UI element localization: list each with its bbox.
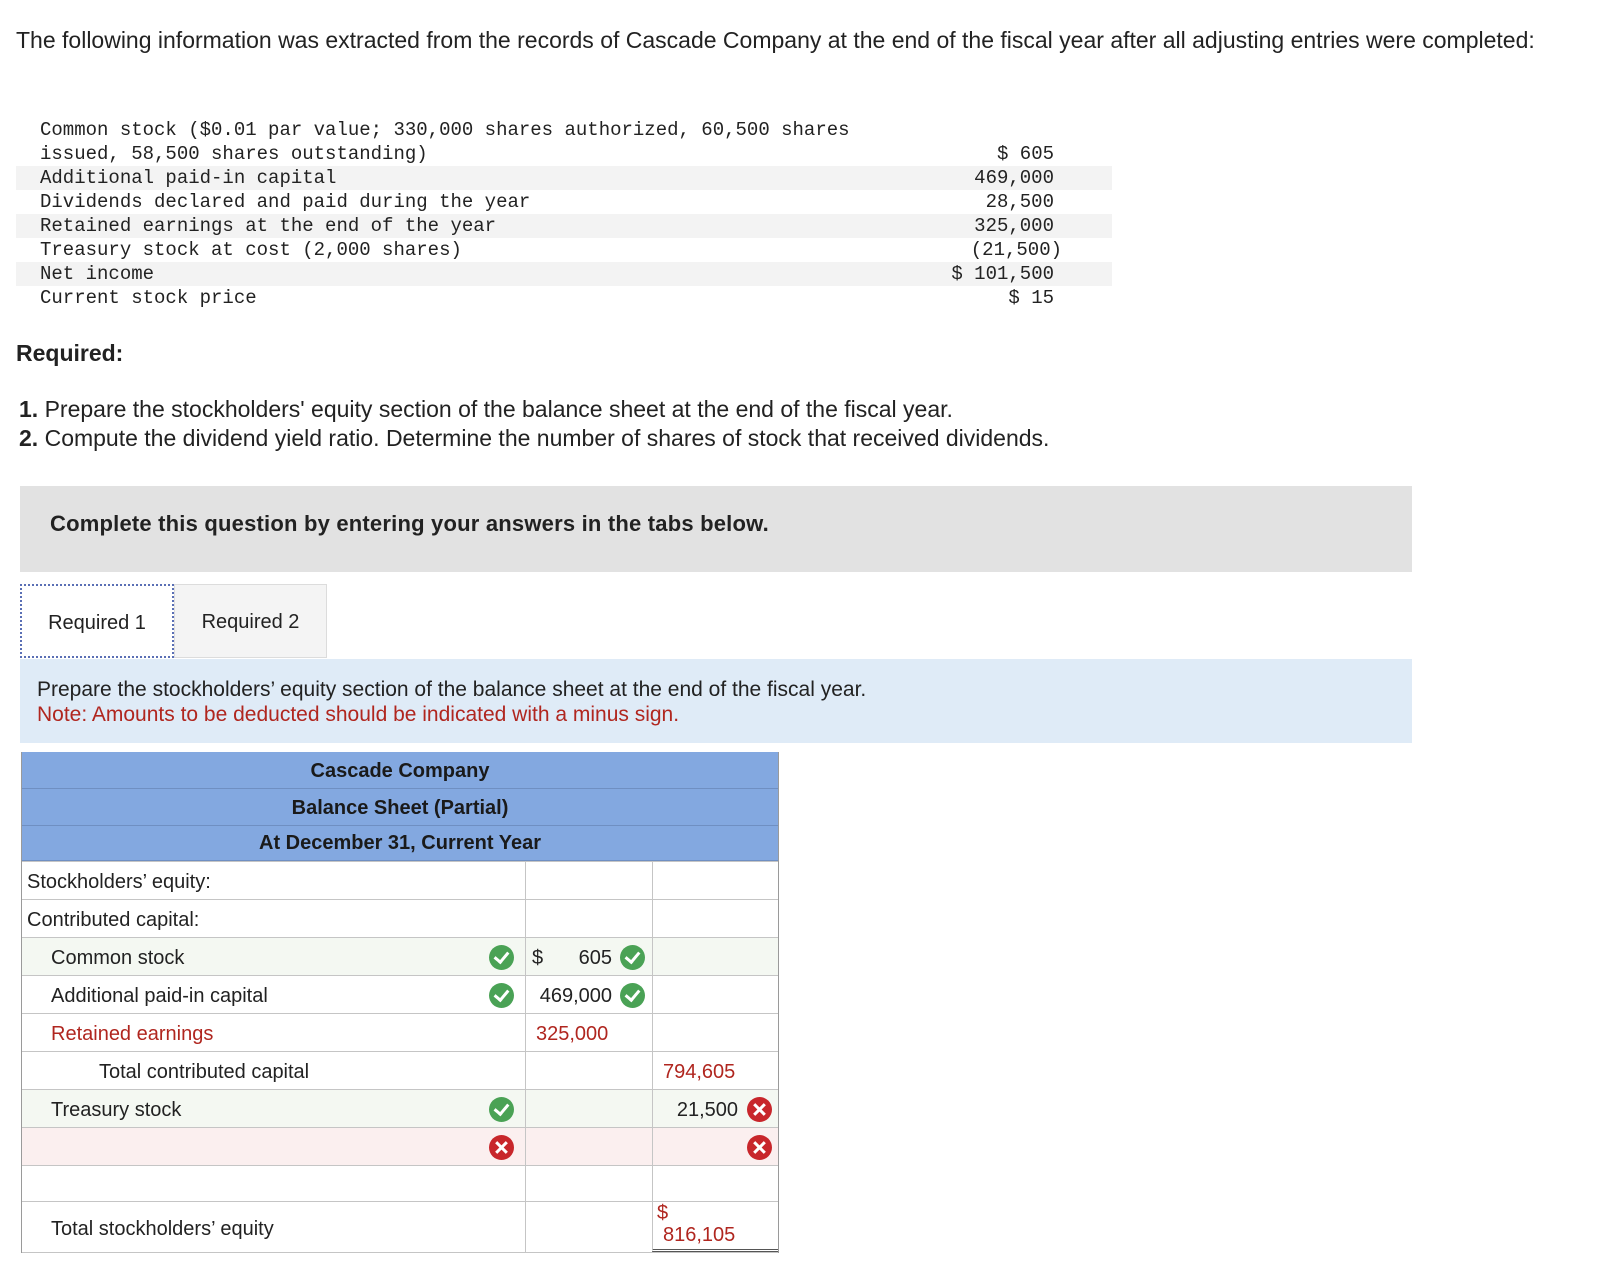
info-row-7: Current stock price $ 15 (40, 287, 1054, 309)
incorrect-x-icon (747, 1097, 772, 1122)
bs-row-stockholders-equity: Stockholders’ equity: (21, 861, 779, 899)
info-row-5: Treasury stock at cost (2,000 shares) (21,500) (40, 239, 1062, 261)
apic-amount-input[interactable]: 469,000 (539, 985, 612, 1007)
info-row-6: Net income $ 101,500 (16, 262, 1112, 286)
treasury-amount-input[interactable]: 21,500 (676, 1099, 738, 1121)
correct-check-icon (489, 945, 514, 970)
incorrect-x-icon (489, 1135, 514, 1160)
info-row-4: Retained earnings at the end of the year 325,000 (16, 214, 1112, 238)
bs-row-empty (21, 1165, 779, 1201)
required-item-1: 1. Prepare the stockholders' equity section of the balance sheet at the end of the fiscal year. (19, 396, 953, 422)
bs-date-header: At December 31, Current Year (21, 826, 779, 861)
intro-text: The following information was extracted from the records of Cascade Company at the end of the fiscal year after all adjusting entries were completed: (16, 27, 1535, 53)
bs-row-apic (21, 975, 779, 1013)
common-stock-amount-input[interactable]: 605 (578, 947, 612, 969)
retained-earnings-amount-input[interactable]: 325,000 (536, 1023, 609, 1045)
required-heading: Required: (16, 340, 124, 366)
bs-row-total-contributed: Total contributed capital 794,605 (21, 1051, 779, 1089)
info-row-3: Dividends declared and paid during the year 28,500 (40, 191, 1054, 213)
stock-price-value: $ 15 (1008, 287, 1054, 309)
total-equity-amount-input[interactable]: 816,105 (663, 1224, 736, 1246)
correct-check-icon (489, 1097, 514, 1122)
note-text: Note: Amounts to be deducted should be indicated with a minus sign. (37, 703, 680, 726)
common-stock-value: $ 605 (996, 143, 1054, 165)
dividends-value: 28,500 (985, 191, 1054, 213)
retained-earnings-select[interactable]: Retained earnings (51, 1023, 214, 1045)
common-stock-select[interactable]: Common stock (51, 947, 185, 969)
instructions-banner: Complete this question by entering your answers in the tabs below. (20, 486, 1412, 572)
bs-row-common-stock: Common stock $ 605 (21, 937, 779, 975)
treasury-stock-select[interactable]: Treasury stock (51, 1099, 182, 1121)
bs-row-contributed-capital: Contributed capital: (21, 899, 779, 937)
tab-instructions: Prepare the stockholders’ equity section of the balance sheet at the end of the fiscal year. Note: Amounts to be deducted should be indicated with a minus sign. (20, 659, 1412, 743)
bs-row-retained-earnings (21, 1013, 779, 1051)
retained-earnings-value: 325,000 (974, 215, 1054, 237)
tab-required-1[interactable]: Required 1 (20, 584, 174, 658)
bs-row-blank-entry (21, 1127, 779, 1165)
correct-check-icon (620, 945, 645, 970)
incorrect-x-icon (747, 1135, 772, 1160)
required-item-2: 2. Compute the dividend yield ratio. Determine the number of shares of stock that received dividends. (19, 425, 1050, 451)
info-row-2: Additional paid-in capital 469,000 (16, 166, 1112, 190)
required-list (19, 395, 1049, 453)
net-income-value: $ 101,500 (951, 263, 1054, 285)
treasury-value: (21,500) (970, 239, 1062, 261)
bs-company-header: Cascade Company (21, 752, 779, 789)
info-table (16, 118, 1112, 310)
correct-check-icon (620, 983, 645, 1008)
info-row-0: Common stock ($0.01 par value; 330,000 shares authorized, 60,500 shares (40, 119, 850, 141)
bs-row-total-equity: Total stockholders’ equity $ 816,105 (21, 1201, 779, 1253)
bs-row-treasury-stock (21, 1089, 779, 1127)
bs-title-header: Balance Sheet (Partial) (21, 789, 779, 826)
info-row-1: issued, 58,500 shares outstanding) $ 605 (40, 143, 1054, 165)
total-contributed-amount-input[interactable]: 794,605 (663, 1061, 736, 1083)
apic-select[interactable]: Additional paid-in capital (51, 985, 268, 1007)
correct-check-icon (489, 983, 514, 1008)
apic-value: 469,000 (974, 167, 1054, 189)
tab-required-2[interactable]: Required 2 (174, 584, 327, 658)
